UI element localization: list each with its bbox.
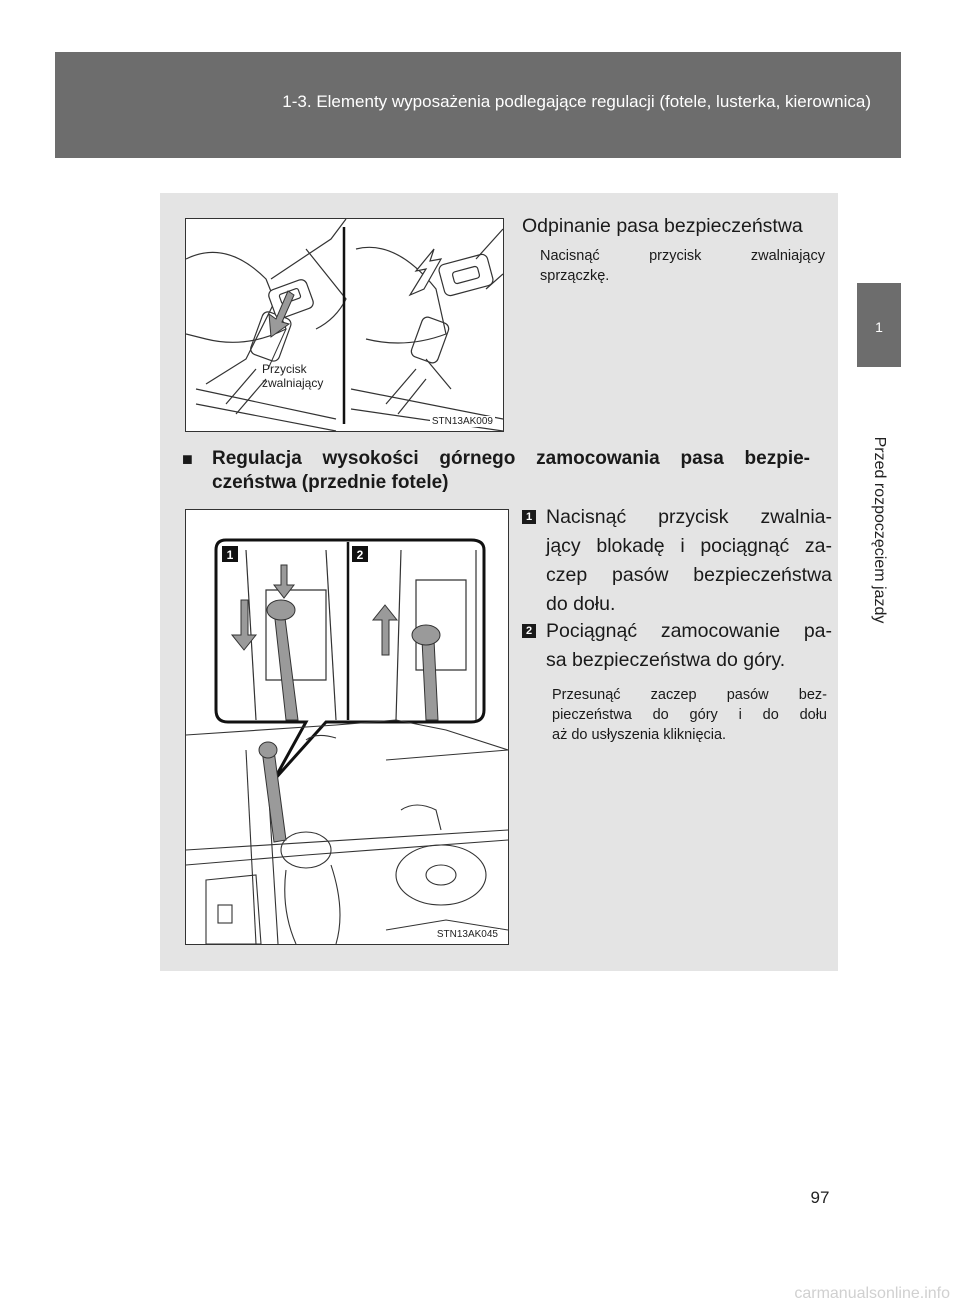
adjust-note bbox=[552, 685, 827, 745]
unbuckle-illustration bbox=[185, 218, 504, 432]
adjust-note-line1: Przesunąć zaczep pasów bez- bbox=[552, 687, 827, 703]
step-2-line2: sa bezpieczeństwa do góry. bbox=[546, 649, 786, 671]
adjust-note-line3: aż do usłyszenia kliknięcia. bbox=[552, 727, 727, 743]
step-1-line2: jący blokadę i pociągnąć za- bbox=[546, 535, 832, 557]
section-heading bbox=[182, 447, 810, 495]
section-bullet: ■ bbox=[182, 449, 193, 469]
figure-code: STN13AK009 bbox=[431, 416, 493, 427]
anchor-adjust-drawing bbox=[186, 510, 508, 944]
chapter-tab bbox=[857, 283, 901, 367]
step-1-line1: Nacisnąć przycisk zwalnia- bbox=[546, 506, 832, 528]
chapter-side-label bbox=[844, 436, 914, 624]
watermark: carmanualsonline.info bbox=[794, 1285, 950, 1302]
unbuckle-drawing bbox=[186, 219, 503, 431]
anchor-label-2: 2 bbox=[356, 548, 364, 562]
unbuckle-text-line1: Nacisnąć przycisk zwalniający bbox=[540, 248, 825, 264]
step-2-number: 2 bbox=[522, 624, 536, 638]
step-1-line4: do dołu. bbox=[546, 593, 616, 615]
anchor-label-1: 1 bbox=[226, 548, 234, 562]
content-panel bbox=[160, 193, 838, 971]
anchor-adjust-illustration bbox=[185, 509, 509, 945]
figure-code: STN13AK045 bbox=[436, 929, 498, 940]
page-header bbox=[55, 52, 901, 158]
step-1 bbox=[522, 503, 832, 619]
unbuckle-heading: Odpinanie pasa bezpieczeństwa bbox=[522, 215, 803, 237]
chapter-title: 1-3. Elementy wyposażenia podlegające regulacji (fotele, lusterka, kierownica) bbox=[282, 92, 871, 111]
step-2-line1: Pociągnąć zamocowanie pa- bbox=[546, 620, 832, 642]
release-button-callout-line1: Przycisk bbox=[262, 362, 307, 376]
step-1-line3: czep pasów bezpieczeństwa bbox=[546, 564, 832, 586]
section-heading-line1: Regulacja wysokości górnego zamocowania pasa bezpie- bbox=[212, 448, 810, 469]
section-heading-line2: czeństwa (przednie fotele) bbox=[212, 472, 449, 493]
release-button-callout-line2: zwalniający bbox=[262, 376, 324, 390]
chapter-side-label-text: Przed rozpoczęciem jazdy bbox=[871, 436, 888, 624]
chapter-number: 1 bbox=[875, 319, 883, 335]
page-number: 97 bbox=[810, 1188, 830, 1207]
adjust-note-line2: pieczeństwa do góry i do dołu bbox=[552, 707, 827, 723]
unbuckle-text-line2: sprzączkę. bbox=[540, 268, 610, 284]
step-2 bbox=[522, 617, 832, 675]
unbuckle-text bbox=[540, 246, 825, 286]
step-1-number: 1 bbox=[522, 510, 536, 524]
